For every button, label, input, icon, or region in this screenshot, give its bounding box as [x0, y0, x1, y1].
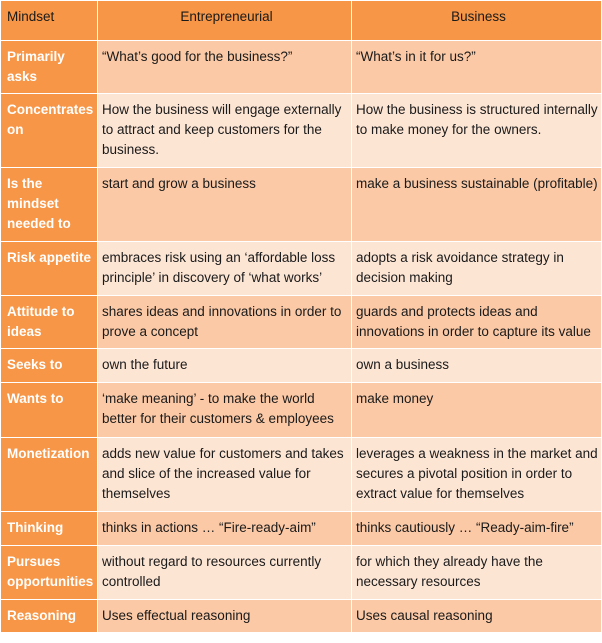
table-row	[1, 41, 602, 94]
entrepreneurial-cell: How the business will engage externally to attract and keep customers for the business.	[98, 94, 352, 168]
entrepreneurial-cell: “What’s good for the business?”	[98, 41, 352, 94]
entrepreneurial-cell: embraces risk using an ‘affordable loss principle’ in discovery of ‘what works’	[98, 242, 352, 296]
header-row	[1, 1, 602, 41]
entrepreneurial-cell: shares ideas and innovations in order to prove a concept	[98, 296, 352, 349]
row-label: Wants to	[1, 383, 98, 438]
header-business: Business	[352, 1, 602, 41]
business-cell: How the business is structured internally to make money for the owners.	[352, 94, 602, 168]
table-row	[1, 168, 602, 242]
row-label: Concentrates on	[1, 94, 98, 168]
table-row	[1, 383, 602, 438]
row-label: Thinking	[1, 512, 98, 546]
business-cell: for which they already have the necessary resources	[352, 546, 602, 600]
table-row	[1, 94, 602, 168]
entrepreneurial-cell: adds new value for customers and takes and slice of the increased value for themselves	[98, 438, 352, 512]
business-cell: Uses causal reasoning	[352, 600, 602, 633]
table-row	[1, 600, 602, 633]
table-row	[1, 512, 602, 546]
entrepreneurial-cell: start and grow a business	[98, 168, 352, 242]
business-cell: own a business	[352, 349, 602, 383]
business-cell: thinks cautiously … “Ready-aim-fire”	[352, 512, 602, 546]
row-label: Pursues opportunities	[1, 546, 98, 600]
business-cell: “What’s in it for us?”	[352, 41, 602, 94]
business-cell: make money	[352, 383, 602, 438]
row-label: Reasoning	[1, 600, 98, 633]
row-label: Monetization	[1, 438, 98, 512]
business-cell: leverages a weakness in the market and secures a pivotal position in order to extract value for themselves	[352, 438, 602, 512]
row-label: Primarily asks	[1, 41, 98, 94]
entrepreneurial-cell: ‘make meaning’ - to make the world better for their customers & employees	[98, 383, 352, 438]
table-row	[1, 438, 602, 512]
business-cell: make a business sustainable (profitable)	[352, 168, 602, 242]
entrepreneurial-cell: without regard to resources currently controlled	[98, 546, 352, 600]
business-cell: adopts a risk avoidance strategy in decision making	[352, 242, 602, 296]
business-cell: guards and protects ideas and innovations in order to capture its value	[352, 296, 602, 349]
header-mindset: Mindset	[1, 1, 98, 41]
entrepreneurial-cell: Uses effectual reasoning	[98, 600, 352, 633]
row-label: Seeks to	[1, 349, 98, 383]
table-row	[1, 296, 602, 349]
table-row	[1, 242, 602, 296]
entrepreneurial-cell: thinks in actions … “Fire-ready-aim”	[98, 512, 352, 546]
row-label: Is the mindset needed to	[1, 168, 98, 242]
table-row	[1, 546, 602, 600]
table-row	[1, 349, 602, 383]
header-entrepreneurial: Entrepreneurial	[98, 1, 352, 41]
entrepreneurial-cell: own the future	[98, 349, 352, 383]
row-label: Attitude to ideas	[1, 296, 98, 349]
row-label: Risk appetite	[1, 242, 98, 296]
